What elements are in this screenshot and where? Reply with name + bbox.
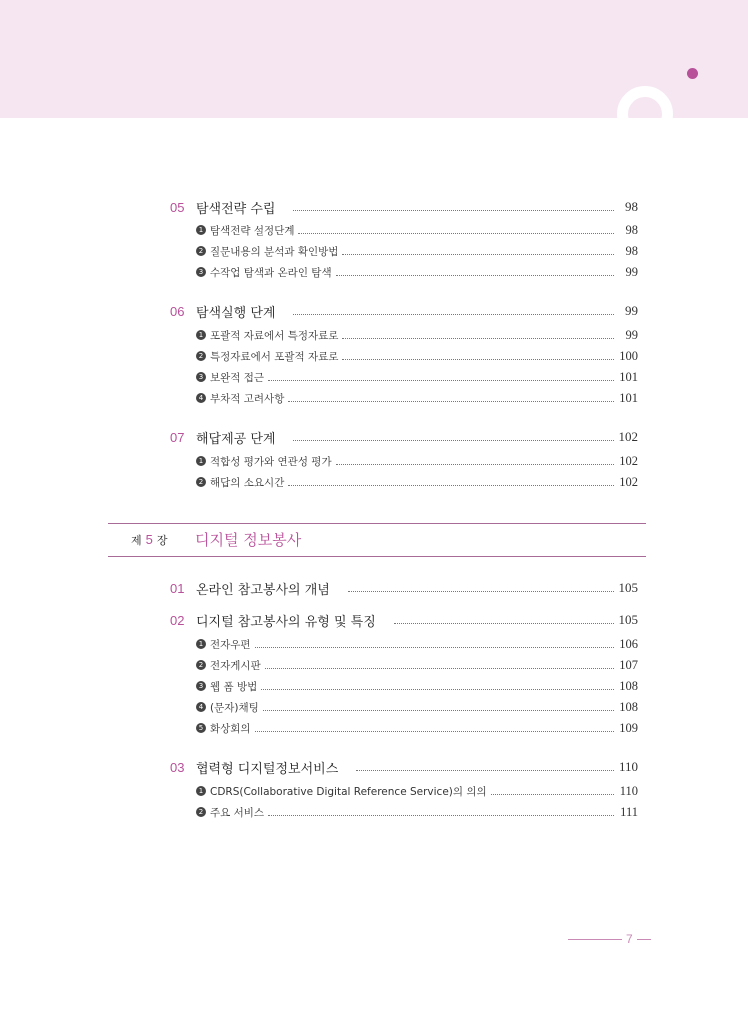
section-title: 해답제공 단계 [196, 431, 276, 447]
page-number: 102 [619, 474, 638, 489]
toc-item[interactable] [196, 325, 638, 345]
toc-item[interactable] [196, 472, 638, 492]
number-bullet-icon: 4 [196, 393, 206, 403]
dot-leader [255, 731, 614, 732]
page-number: 102 [619, 453, 638, 468]
footer-rule [568, 939, 622, 940]
number-bullet-icon: 3 [196, 681, 206, 691]
number-bullet-icon: 2 [196, 660, 206, 670]
number-bullet-icon: 2 [196, 246, 206, 256]
toc-item[interactable] [196, 802, 638, 822]
item-title: 적합성 평가와 연관성 평가 [210, 455, 332, 468]
section-number: 06 [170, 303, 185, 319]
number-bullet-icon: 1 [196, 330, 206, 340]
footer-dash [637, 939, 651, 940]
page-number: 101 [619, 369, 638, 384]
section-title: 탐색실행 단계 [196, 305, 276, 321]
toc-section-06[interactable] [170, 300, 638, 322]
page-number: 98 [625, 199, 638, 214]
chapter-number: 5 [145, 532, 153, 547]
number-bullet-icon: 4 [196, 702, 206, 712]
page-number: 102 [618, 429, 638, 444]
number-bullet-icon: 2 [196, 351, 206, 361]
chapter-label [131, 532, 168, 548]
number-bullet-icon: 5 [196, 723, 206, 733]
item-title: 수작업 탐색과 온라인 탐색 [210, 266, 332, 279]
page-footer [568, 932, 651, 946]
item-title: 전자우편 [210, 638, 251, 651]
toc-item[interactable] [196, 676, 638, 696]
chapter-suffix: 장 [156, 534, 168, 547]
number-bullet-icon: 3 [196, 372, 206, 382]
toc-item[interactable] [196, 634, 638, 654]
item-title: 보완적 접근 [210, 371, 265, 384]
item-title: 포괄적 자료에서 특정자료로 [210, 329, 339, 342]
section-number: 01 [170, 580, 185, 596]
toc-item[interactable] [196, 367, 638, 387]
dot-leader [298, 233, 614, 234]
item-title: 화상회의 [210, 722, 251, 735]
dot-leader [356, 770, 614, 771]
page-number: 98 [625, 243, 638, 258]
dot-leader [394, 623, 614, 624]
number-bullet-icon: 1 [196, 639, 206, 649]
number-bullet-icon: 2 [196, 477, 206, 487]
dot-leader [342, 338, 614, 339]
page-number: 108 [619, 699, 638, 714]
item-title: (문자)채팅 [210, 701, 259, 714]
page-number: 105 [618, 580, 638, 595]
page-number: 110 [619, 783, 638, 798]
chapter-rule-top [108, 523, 646, 524]
dot-leader [293, 314, 614, 315]
item-title: 질문내용의 분석과 확인방법 [210, 245, 339, 258]
page-number: 99 [625, 303, 638, 318]
toc-section-03[interactable] [170, 756, 638, 778]
footer-page-number: 7 [626, 932, 633, 946]
page-number: 110 [618, 759, 638, 774]
item-title: 부차적 고려사항 [210, 392, 285, 405]
dot-leader [342, 359, 614, 360]
section-title: 디지털 참고봉사의 유형 및 특징 [196, 614, 376, 630]
number-bullet-icon: 3 [196, 267, 206, 277]
page-number: 101 [619, 390, 638, 405]
page-number: 109 [619, 720, 638, 735]
number-bullet-icon: 2 [196, 807, 206, 817]
chapter-prefix: 제 [131, 534, 142, 547]
section-title: 협력형 디지털정보서비스 [196, 761, 339, 777]
page-number: 106 [619, 636, 638, 651]
section-number: 05 [170, 199, 185, 215]
page-number: 105 [618, 612, 638, 627]
section-title: 온라인 참고봉사의 개념 [196, 582, 330, 598]
dot-leader [293, 210, 614, 211]
toc-item[interactable] [196, 718, 638, 738]
page-number: 98 [625, 222, 638, 237]
page-number: 108 [619, 678, 638, 693]
toc-item[interactable] [196, 697, 638, 717]
item-title: 탐색전략 설정단계 [210, 224, 295, 237]
dot-leader [491, 794, 614, 795]
toc-item[interactable] [196, 388, 638, 408]
dot-leader [342, 254, 614, 255]
item-title: 웹 폼 방법 [210, 680, 258, 693]
number-bullet-icon: 1 [196, 456, 206, 466]
toc-section-01[interactable] [170, 577, 638, 599]
decorative-dot-icon [687, 68, 698, 79]
dot-leader [263, 710, 614, 711]
dot-leader [288, 485, 614, 486]
toc-item[interactable] [196, 346, 638, 366]
dot-leader [336, 275, 614, 276]
dot-leader [268, 815, 614, 816]
dot-leader [288, 401, 614, 402]
toc-item[interactable] [196, 241, 638, 261]
section-number: 02 [170, 612, 185, 628]
dot-leader [265, 668, 614, 669]
section-number: 07 [170, 429, 185, 445]
section-title: 탐색전략 수립 [196, 201, 276, 217]
item-title: 특정자료에서 포괄적 자료로 [210, 350, 339, 363]
dot-leader [348, 591, 614, 592]
toc-section-02[interactable] [170, 609, 638, 631]
dot-leader [255, 647, 614, 648]
toc-section-05[interactable] [170, 196, 638, 218]
dot-leader [336, 464, 614, 465]
toc-item[interactable] [196, 781, 638, 801]
toc-item[interactable] [196, 655, 638, 675]
toc-item[interactable] [196, 451, 638, 471]
item-title: 주요 서비스 [210, 806, 265, 819]
chapter-title[interactable]: 디지털 정보봉사 [195, 531, 302, 549]
page-number: 99 [625, 264, 638, 279]
item-title: 전자게시판 [210, 659, 261, 672]
page-number: 107 [619, 657, 638, 672]
item-title: CDRS(Collaborative Digital Reference Service)의 의의 [210, 785, 487, 798]
section-number: 03 [170, 759, 185, 775]
dot-leader [261, 689, 614, 690]
toc-section-07[interactable] [170, 426, 638, 448]
header-band [0, 0, 748, 118]
dot-leader [268, 380, 614, 381]
item-title: 해답의 소요시간 [210, 476, 285, 489]
chapter-rule-bottom [108, 556, 646, 557]
number-bullet-icon: 1 [196, 786, 206, 796]
toc-item[interactable] [196, 220, 638, 240]
decorative-ring-icon [617, 86, 673, 118]
dot-leader [293, 440, 614, 441]
toc-item[interactable] [196, 262, 638, 282]
page-number: 111 [620, 804, 638, 819]
page-number: 100 [619, 348, 638, 363]
page-number: 99 [625, 327, 638, 342]
number-bullet-icon: 1 [196, 225, 206, 235]
